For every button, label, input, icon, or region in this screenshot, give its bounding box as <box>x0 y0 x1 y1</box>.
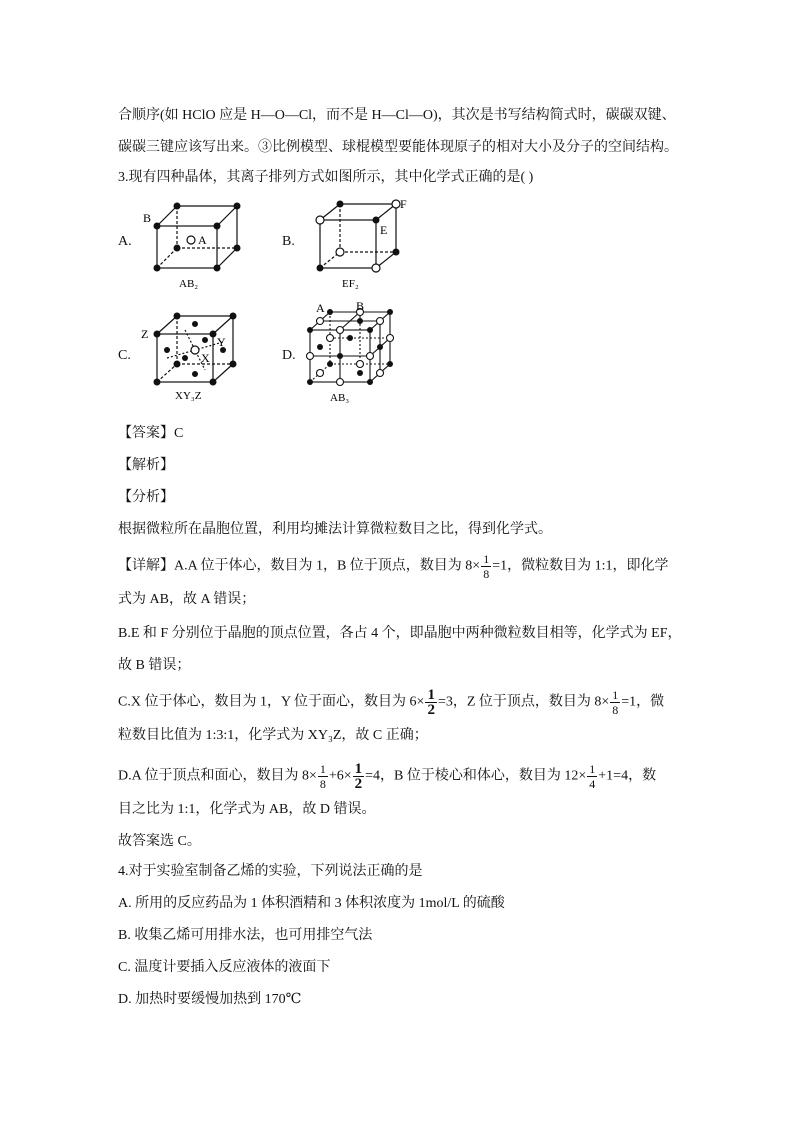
fraction-one-eighth: $\frac{1}{8}$ <box>483 552 490 581</box>
fraction-one-half-d: $\frac{1}{2}$ <box>354 761 363 792</box>
detail-a-line-1 <box>118 552 668 581</box>
detail-a-text: 【详解】A.A 位于体心，数目为 1，B 位于顶点，数目为 8× <box>118 558 481 574</box>
intro-line-2: 碳碳三键应该写出来。③比例模型、球棍模型要能体现原子的相对大小及分子的空间结构。 <box>118 140 678 155</box>
q3-option-c-label: C. <box>118 348 131 363</box>
detail-b-line-1: B.E 和 F 分别位于晶胞的顶点位置，各占 4 个，即晶胞中两种微粒数目相等，化学式为 EF， <box>118 626 682 641</box>
detail-c-line-1 <box>118 688 664 717</box>
detail-d-text-mid2: =4，B 位于棱心和体心，数目为 12× <box>365 768 587 784</box>
detail-a-line-2: 式为 AB，故 A 错误； <box>118 592 256 607</box>
q3-option-b-label: B. <box>282 234 295 249</box>
detail-d-text-post: +1=4，数 <box>598 768 657 784</box>
detail-c-line-2: 粒数目比值为 1:3:1，化学式为 XY₃Z，故 C 正确； <box>118 728 428 743</box>
crystal-diagram-b <box>300 198 420 293</box>
fraction-one-quarter: $\frac{1}{4}$ <box>589 762 596 791</box>
q3-option-d-label: D. <box>282 348 296 363</box>
fraction-one-eighth-c: $\frac{1}{8}$ <box>612 688 619 717</box>
crystal-diagram-a <box>135 198 255 293</box>
atom-label-d-a: A <box>316 301 325 315</box>
atom-label-z: Z <box>141 327 149 341</box>
detail-d-text: D.A 位于顶点和面心，数目为 8× <box>118 768 317 784</box>
fenxi-heading: 【分析】 <box>118 490 174 505</box>
detail-a-text-post: =1，微粒数目为 1:1，即化学 <box>492 558 669 574</box>
atom-label-f: F <box>400 198 407 211</box>
crystal-diagram-d <box>300 300 410 410</box>
conclusion: 故答案选 C。 <box>118 834 201 849</box>
caption-ab3: AB₃ <box>330 392 350 404</box>
fraction-one-eighth-d: $\frac{1}{8}$ <box>319 762 326 791</box>
caption-ef2: EF₂ <box>342 278 359 290</box>
atom-label-x: X <box>201 351 210 365</box>
detail-b-line-2: 故 B 错误； <box>118 658 191 673</box>
answer-line: 【答案】C <box>118 426 184 441</box>
atom-label-b: B <box>143 211 152 225</box>
detail-c-text-post: =1，微 <box>621 694 665 710</box>
detail-d-line-2: 目之比为 1:1，化学式为 AB，故 D 错误。 <box>118 802 376 817</box>
fenxi-text: 根据微粒所在晶胞位置，利用均摊法计算微粒数目之比，得到化学式。 <box>118 522 552 537</box>
atom-label-d-b: B <box>356 300 365 313</box>
atom-label-a: A <box>198 233 207 247</box>
q3-stem: 3.现有四种晶体，其离子排列方式如图所示，其中化学式正确的是( ) <box>118 170 534 185</box>
atom-label-e: E <box>380 223 388 237</box>
q4-option-c: C. 温度计要插入反应液体的液面下 <box>118 960 331 975</box>
crystal-diagram-c <box>135 310 255 405</box>
q4-option-b: B. 收集乙烯可用排水法，也可用排空气法 <box>118 928 373 943</box>
jiexi-heading: 【解析】 <box>118 458 174 473</box>
detail-d-text-mid1: +6× <box>328 768 352 784</box>
fraction-one-half: $\frac{1}{2}$ <box>427 687 435 718</box>
detail-d-line-1 <box>118 762 656 791</box>
q4-option-a: A. 所用的反应药品为 1 体积酒精和 3 体积浓度为 1mol/L 的硫酸 <box>118 896 505 911</box>
caption-xy3z: XY₃Z <box>175 390 202 402</box>
atom-label-y: Y <box>217 335 226 349</box>
q4-stem: 4.对于实验室制备乙烯的实验，下列说法正确的是 <box>118 864 423 879</box>
caption-ab2: AB₂ <box>179 278 199 290</box>
q4-option-d: D. 加热时要缓慢加热到 170℃ <box>118 992 302 1007</box>
intro-line-1: 合顺序(如 HClO 应是 H—O—Cl，而不是 H—Cl—O)，其次是书写结构简式时，碳碳双键、 <box>118 108 676 123</box>
q3-option-a-label: A. <box>118 234 132 249</box>
detail-c-text-mid: =3，Z 位于顶点，数目为 8× <box>437 694 610 710</box>
detail-c-text: C.X 位于体心，数目为 1，Y 位于面心，数目为 6× <box>118 694 425 710</box>
